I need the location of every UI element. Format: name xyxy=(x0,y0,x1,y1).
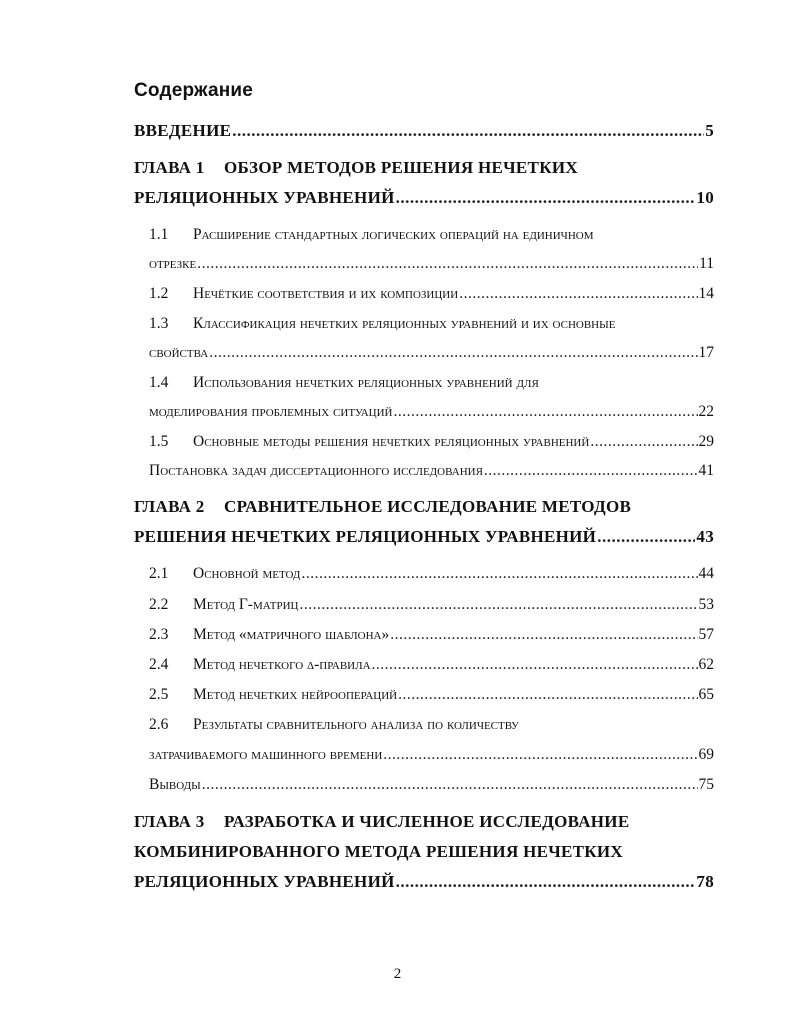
chapter-title-line3: РЕЛЯЦИОННЫХ УРАВНЕНИЙ xyxy=(134,872,395,891)
toc-chapter-2 xyxy=(134,527,714,547)
section-label: Нечёткие соответствия и их композиции xyxy=(193,285,459,302)
toc-chapter-1-heading xyxy=(134,158,578,178)
toc-chapter-1 xyxy=(134,188,714,208)
section-number: 1.5 xyxy=(149,433,169,450)
section-label: Выводы xyxy=(149,776,201,793)
chapter-number: ГЛАВА 3 xyxy=(134,812,205,831)
toc-section-2-4 xyxy=(149,656,714,674)
toc-chapter-3-heading xyxy=(134,812,629,832)
chapter-title-line2: РЕЛЯЦИОННЫХ УРАВНЕНИЙ xyxy=(134,188,395,207)
section-number: 2.1 xyxy=(149,565,169,582)
dot-leader xyxy=(209,344,697,362)
dot-leader xyxy=(232,121,704,141)
toc-page: 22 xyxy=(698,403,714,420)
chapter-title-line2: РЕШЕНИЯ НЕЧЕТКИХ РЕЛЯЦИОННЫХ УРАВНЕНИЙ xyxy=(134,527,597,546)
toc-page: 62 xyxy=(698,656,714,673)
toc-page: 44 xyxy=(698,565,714,582)
toc-section-1-4-heading xyxy=(149,374,539,392)
section-label: Метод нечеткого δ-правила xyxy=(193,656,371,673)
toc-title: Содержание xyxy=(134,80,254,101)
toc-chapter-3-line2 xyxy=(134,842,623,862)
toc-entry-intro xyxy=(134,121,714,141)
section-label: Постановка задач диссертационного исследования xyxy=(149,462,483,479)
section-title-line1: Результаты сравнительного анализа по количеству xyxy=(193,716,519,733)
section-label: Метод Г-матриц xyxy=(193,596,299,613)
toc-page: 5 xyxy=(705,121,714,140)
section-number: 2.2 xyxy=(149,596,169,613)
section-number: 2.4 xyxy=(149,656,169,673)
toc-page: 69 xyxy=(698,746,714,763)
chapter-number: ГЛАВА 1 xyxy=(134,158,205,177)
section-title xyxy=(149,656,371,674)
toc-section-1-5 xyxy=(149,433,714,451)
dot-leader xyxy=(597,527,695,547)
toc-section-2-6-heading xyxy=(149,716,519,734)
section-title-line2: отрезке xyxy=(149,255,197,272)
section-label: Основной метод xyxy=(193,565,301,582)
chapter-number: ГЛАВА 2 xyxy=(134,497,205,516)
section-title-line2: свойства xyxy=(149,344,209,361)
toc-page: 75 xyxy=(698,776,714,793)
toc-section-2-2 xyxy=(149,596,714,614)
toc-page: 78 xyxy=(696,872,714,891)
section-label: Метод «матричного шаблона» xyxy=(193,626,390,643)
dot-leader xyxy=(398,686,697,704)
section-title xyxy=(149,686,397,704)
toc-section-2-1 xyxy=(149,565,714,583)
toc-page: 29 xyxy=(698,433,714,450)
dot-leader xyxy=(390,626,697,644)
toc-page: 57 xyxy=(698,626,714,643)
toc-section-1-3 xyxy=(149,344,714,362)
section-title-line2: затрачиваемого машинного времени xyxy=(149,746,383,763)
toc-chapter-2-heading xyxy=(134,497,631,517)
chapter-title-line1: ОБЗОР МЕТОДОВ РЕШЕНИЯ НЕЧЕТКИХ xyxy=(224,158,578,177)
toc-page: 43 xyxy=(696,527,714,546)
toc-section-2-7 xyxy=(149,776,714,794)
section-number: 1.2 xyxy=(149,285,169,302)
section-number: 2.6 xyxy=(149,716,169,733)
section-title xyxy=(149,285,458,303)
toc-section-1-6 xyxy=(149,462,714,480)
section-number: 1.3 xyxy=(149,315,169,332)
section-title-line1: Расширение стандартных логических операций на единичном xyxy=(193,226,594,243)
dot-leader xyxy=(383,746,697,764)
toc-section-1-1-heading xyxy=(149,226,594,244)
section-label: Основные методы решения нечетких реляционных уравнений xyxy=(193,433,590,450)
section-title-line2: моделирования проблемных ситуаций xyxy=(149,403,393,420)
section-number: 1.1 xyxy=(149,226,169,243)
dot-leader xyxy=(301,565,697,583)
toc-page: 10 xyxy=(696,188,714,207)
dot-leader xyxy=(396,188,696,208)
toc-page: 65 xyxy=(698,686,714,703)
chapter-title-line1: СРАВНИТЕЛЬНОЕ ИССЛЕДОВАНИЕ МЕТОДОВ xyxy=(224,497,632,516)
section-title-line1: Классификация нечетких реляционных уравнений и их основные xyxy=(193,315,616,332)
toc-label: ВВЕДЕНИЕ xyxy=(134,121,232,140)
section-number: 2.3 xyxy=(149,626,169,643)
toc-page: 14 xyxy=(698,285,714,302)
toc-page: 17 xyxy=(698,344,714,361)
section-title xyxy=(149,626,389,644)
toc-page: 41 xyxy=(698,462,714,479)
toc-page: 11 xyxy=(699,255,714,272)
dot-leader xyxy=(459,285,697,303)
dot-leader xyxy=(394,403,698,421)
chapter-title-line2: КОМБИНИРОВАННОГО МЕТОДА РЕШЕНИЯ НЕЧЕТКИХ xyxy=(134,842,624,861)
dot-leader xyxy=(299,596,697,614)
toc-section-1-3-heading xyxy=(149,315,615,333)
toc-section-1-1 xyxy=(149,255,714,273)
chapter-title-line1: РАЗРАБОТКА И ЧИСЛЕННОЕ ИССЛЕДОВАНИЕ xyxy=(224,812,630,831)
toc-section-2-6 xyxy=(149,746,714,764)
toc-section-2-3 xyxy=(149,626,714,644)
section-title xyxy=(149,565,300,583)
dot-leader xyxy=(484,462,698,480)
dot-leader xyxy=(197,255,698,273)
toc-section-2-5 xyxy=(149,686,714,704)
section-number: 2.5 xyxy=(149,686,169,703)
dot-leader xyxy=(372,656,698,674)
toc-chapter-3 xyxy=(134,872,714,892)
page-number: 2 xyxy=(393,966,402,982)
section-title-line1: Использования нечетких реляционных уравнений для xyxy=(193,374,539,391)
dot-leader xyxy=(590,433,697,451)
section-label: Метод нечетких нейроопераций xyxy=(193,686,398,703)
toc-page: 53 xyxy=(698,596,714,613)
toc-section-1-4 xyxy=(149,403,714,421)
toc-section-1-2 xyxy=(149,285,714,303)
section-number: 1.4 xyxy=(149,374,169,391)
section-title xyxy=(149,433,589,451)
section-title xyxy=(149,596,298,614)
dot-leader xyxy=(202,776,698,794)
dot-leader xyxy=(396,872,696,892)
